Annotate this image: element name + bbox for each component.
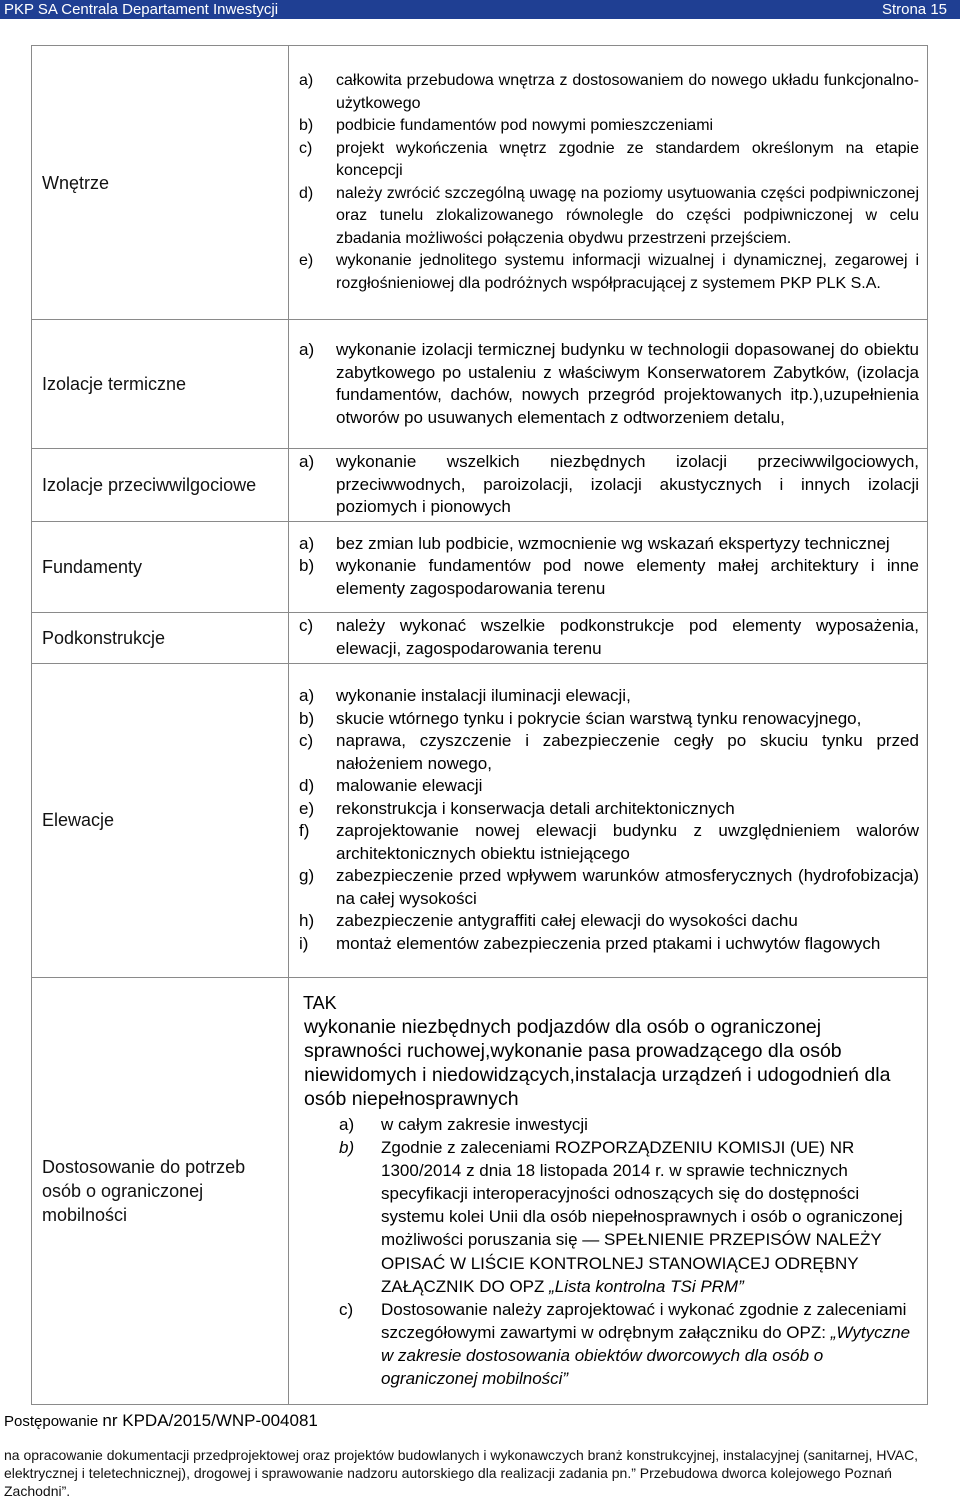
item-marker: g): [299, 866, 315, 885]
item-text: całkowita przebudowa wnętrza z dostosowaniem do nowego układu funkcjonalno-użytkowego: [336, 72, 919, 112]
item-text: montaż elementów zabezpieczenia przed ptakami i uchwytów flagowych: [336, 933, 881, 953]
list-item: [299, 115, 919, 138]
item-text: bez zmian lub podbicie, wzmocnienie wg wskazań ekspertyzy technicznej: [336, 533, 890, 553]
table-row: [32, 449, 928, 522]
list-item: b) Zgodnie z zaleceniami ROZPORZĄDZENIU KOMISJI (UE) NR 1300/2014 z dnia 18 listopada 2014 r. w sprawie technicznych specyfikacji interoperacyjności odnoszących się do dostępności systemu kolei Unii dla osób niepełnosprawnych i osób o ograniczonej możliwości poruszania się — SPEŁNIENIE PRZEPISÓW NALEŻY OPISAĆ W LIŚCIE KONTROLNEJ STANOWIĄCEJ ODRĘBNY ZAŁĄCZNIK DO OPZ „Lista kontrolna TSi PRM”: [339, 1138, 903, 1296]
item-text: zabezpieczenie antygraffiti całej elewacji do wysokości dachu: [336, 911, 798, 930]
tak-text: TAK: [303, 992, 337, 1013]
item-list: [299, 339, 919, 429]
list-item: [299, 685, 919, 708]
item-marker: b): [299, 708, 315, 728]
row-label: Dostosowanie do potrzeb osób o ograniczonej mobilności: [32, 977, 289, 1404]
item-text: wykonanie instalacji iluminacji elewacji,: [336, 686, 631, 705]
header-page-number: Strona 15: [881, 1, 947, 18]
access-list: [299, 1113, 919, 1390]
list-item: [299, 910, 919, 933]
item-marker: b): [299, 117, 314, 134]
access-intro: wykonanie niezbędnych podjazdów dla osób o ograniczonej sprawności ruchowej,wykonanie pasa prowadzącego dla osób niewidomych i niedowidzących,instalacja urządzeń i udogodnień dla osób niepełnosprawnych: [304, 1015, 891, 1110]
item-marker: i): [299, 933, 309, 953]
row-content: [289, 521, 928, 612]
list-item: [299, 250, 919, 295]
row-content: [289, 320, 928, 449]
item-marker: d): [299, 184, 314, 202]
item-marker: a): [299, 72, 314, 89]
item-list: [299, 70, 919, 295]
item-text: należy wykonać wszelkie podkonstrukcje pod elementy wyposażenia, elewacji, zagospodarowania terenu: [336, 616, 919, 658]
list-item: [299, 451, 919, 519]
row-label: Podkonstrukcje: [32, 612, 289, 663]
list-item: [299, 798, 919, 821]
item-marker: c): [299, 139, 313, 157]
header-organization: PKP SA Centrala Departament Inwestycji: [4, 1, 279, 18]
table-row: [32, 612, 928, 663]
row-content: [289, 663, 928, 977]
item-text: zaprojektowanie nowej elewacji budynku z uwzględnieniem walorów architektonicznych obiektu istniejącego: [336, 821, 919, 863]
list-item: a) w całym zakresie inwestycji: [339, 1114, 588, 1134]
footer-procedure: [4, 1411, 318, 1431]
footer-label: Postępowanie: [4, 1413, 99, 1430]
list-item: [299, 615, 919, 660]
item-marker: d): [299, 776, 315, 795]
table-row: [32, 663, 928, 977]
item-text: skucie wtórnego tynku i pokrycie ścian warstwą tynku renowacyjnego,: [336, 708, 862, 728]
list-item: [299, 708, 919, 731]
row-label: Elewacje: [32, 663, 289, 977]
item-text: wykonanie jednolitego systemu informacji wizualnej i dynamicznej, zegarowej i rozgłośnieniowej dla podróżnych współpracującej z systemem PKP PLK S.A.: [336, 252, 919, 292]
list-item: [299, 533, 919, 556]
footer-number: nr KPDA/2015/WNP-004081: [102, 1411, 318, 1430]
item-text: projekt wykończenia wnętrz zgodnie ze standardem określonym na etapie koncepcji: [336, 139, 919, 179]
table-row: [32, 320, 928, 449]
item-text: zabezpieczenie przed wpływem warunków atmosferycznych (hydrofobizacja) na całej wysokości: [336, 866, 919, 908]
item-text: wykonanie izolacji termicznej budynku w technologii dopasowanej do obiektu zabytkowego po ustaleniu z właściwym Konserwatorem Zabytków, (izolacja fundamentów, dachów, nowych przegród projektowanych itp.),uzupełnienia otworów po usuwanych elementach z odtworzeniem detalu,: [336, 340, 919, 427]
list-item: [299, 70, 919, 115]
item-text: malowanie elewacji: [336, 776, 483, 795]
table-row: [32, 46, 928, 320]
list-item: [299, 933, 919, 956]
list-item: [299, 339, 919, 429]
item-marker: c): [299, 731, 314, 750]
item-list: [299, 451, 919, 519]
item-marker: f): [299, 821, 310, 840]
footer-description: na opracowanie dokumentacji przedprojektowej oraz projektów budowlanych i wykonawczych branż konstrukcyjnej, instalacyjnej (sanitarnej, HVAC, elektrycznej i teletechnicznej), drogowej i sprawowanie nadzoru autorskiego dla realizacji zadania pn.” Przebudowa dworca kolejowego Poznań Zachodni”.: [4, 1447, 919, 1499]
item-text: podbicie fundamentów pod nowymi pomieszczeniami: [336, 117, 714, 134]
row-content: [289, 46, 928, 320]
list-item: [299, 138, 919, 183]
row-label: Wnętrze: [32, 46, 289, 320]
list-item: [299, 820, 919, 865]
list-item: [299, 865, 919, 910]
row-label: Izolacje termiczne: [32, 320, 289, 449]
list-item: [299, 183, 919, 251]
row-content: [289, 612, 928, 663]
item-text: naprawa, czyszczenie i zabezpieczenie cegły po skuciu tynku przed nałożeniem nowego,: [336, 731, 919, 773]
item-list: [299, 685, 919, 955]
item-marker: a): [299, 452, 315, 471]
item-marker: a): [299, 686, 315, 705]
page-header: [0, 0, 960, 19]
item-text: wykonanie fundamentów pod nowe elementy małej architektury i inne elementy zagospodarowania terenu: [336, 556, 919, 598]
item-marker: a): [299, 533, 315, 553]
list-item: c) Dostosowanie należy zaprojektować i wykonać zgodnie z zaleceniami szczegółowymi zawartymi w odrębnym załączniku do OPZ: „Wytyczne w zakresie dostosowania obiektów dworcowych dla osób o ograniczonej mobilności”: [339, 1299, 911, 1388]
item-text: należy zwrócić szczególną uwagę na poziomy usytuowania części podpiwniczonej oraz tunelu zlokalizowanego równolegle do części podpiwniczonej w celu zbadania możliwości połączenia obydwu przestrzeni przejściem.: [336, 184, 919, 247]
item-marker: a): [299, 340, 315, 359]
item-marker: e): [299, 252, 314, 269]
item-marker: e): [299, 798, 315, 818]
list-item: [299, 775, 919, 798]
item-marker: b): [299, 556, 315, 576]
table-row: [32, 977, 928, 1404]
item-marker: h): [299, 911, 315, 930]
table-row: [32, 521, 928, 612]
item-list: [299, 615, 919, 660]
row-content: [289, 977, 928, 1404]
list-item: [299, 555, 919, 600]
row-label: Fundamenty: [32, 521, 289, 612]
item-list: [299, 533, 919, 601]
item-text: rekonstrukcja i konserwacja detali architektonicznych: [336, 798, 735, 818]
item-text: wykonanie wszelkich niezbędnych izolacji przeciwwilgociowych, przeciwwodnych, paroizolacji, izolacji akustycznych i innych izolacji poziomych i pionowych: [336, 452, 919, 516]
item-marker: c): [299, 616, 314, 635]
row-label: Izolacje przeciwwilgociowe: [32, 449, 289, 522]
row-content: [289, 449, 928, 522]
scope-table: [31, 45, 928, 1405]
list-item: [299, 730, 919, 775]
